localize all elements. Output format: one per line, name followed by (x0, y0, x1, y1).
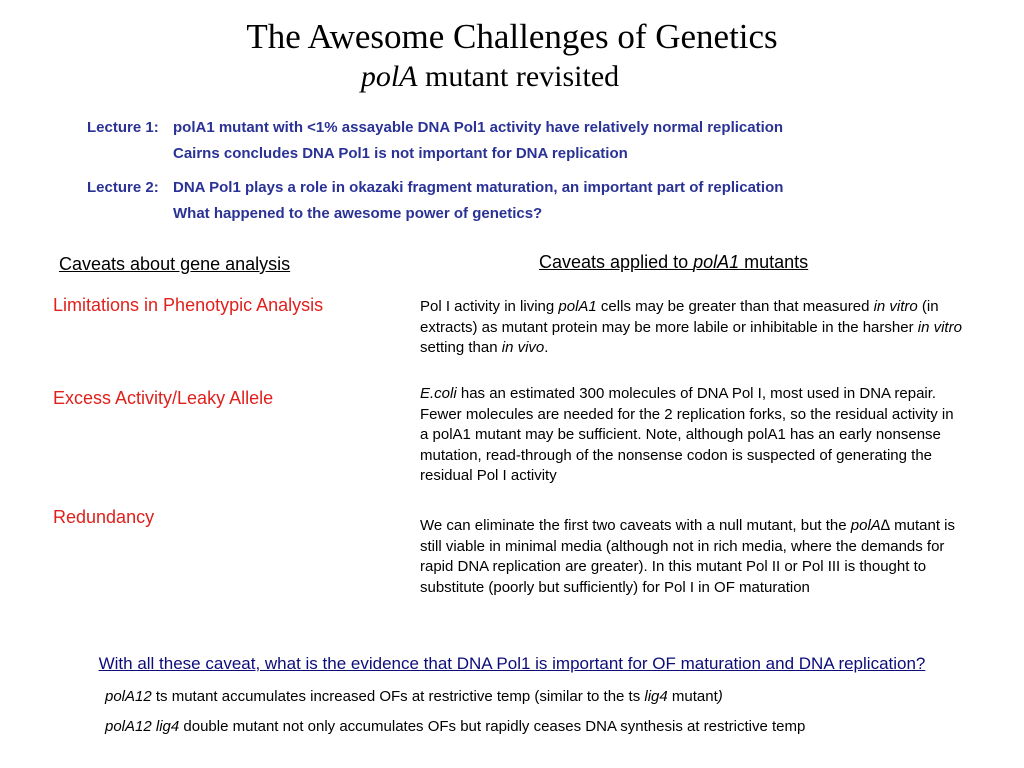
e1-lig4: lig4 (644, 688, 668, 705)
p1-text-a: Pol I activity in living (420, 298, 559, 315)
evidence-2 (105, 718, 805, 735)
right-heading-gene: polA1 (693, 252, 740, 272)
p3-text-c: mutant is still viable in minimal media (although not in rich media, where the demands for rapid DNA replication are greater). In this mutant Pol II or Pol III is thought to substitute (poorly but sufficiently) for Pol I in OF maturation (420, 517, 956, 596)
caveat-limitations: Limitations in Phenotypic Analysis (53, 295, 324, 315)
lecture-2-line1: DNA Pol1 plays a role in okazaki fragment maturation, an important part of replication (173, 179, 784, 196)
lecture-1-line2: Cairns concludes DNA Pol1 is not important for DNA replication (173, 145, 628, 162)
p1-text-e: (in extracts) as mutant protein may be more labile or inhibitable in the harsher (420, 298, 939, 336)
p1-text-g: setting than (420, 339, 502, 356)
lecture-2-label: Lecture 2: (87, 179, 159, 196)
e1-text: ts mutant accumulates increased OFs at restrictive temp (similar to the ts (151, 688, 645, 705)
p2-text: has an estimated 300 molecules of DNA Pol I, most used in DNA repair. Fewer molecules are needed for the 2 replication forks, so the residual activity in a polA1 mutant may be sufficient. Note, although polA1 has an early nonsense mutation, read-through of the nonsense codon is suspected of generating the residual Pol I activity (420, 385, 954, 484)
slide-subtitle (0, 58, 980, 96)
lecture-1-label: Lecture 1: (87, 119, 159, 136)
slide-title: The Awesome Challenges of Genetics (246, 17, 778, 56)
evidence-1 (105, 688, 723, 705)
right-heading-pre: Caveats applied to (539, 252, 694, 272)
e1-gene: polA12 (105, 688, 152, 705)
evidence-question: With all these caveat, what is the evidence that DNA Pol1 is important for OF maturation and DNA replication? (98, 654, 926, 673)
lecture-1-block (87, 115, 783, 167)
e1-mutant: mutant (667, 688, 718, 705)
paragraph-redundancy (420, 516, 965, 598)
subtitle-gene: polA (360, 60, 418, 93)
e2-genes: polA12 lig4 (105, 718, 180, 735)
lecture-1-line1: polA1 mutant with <1% assayable DNA Pol1 activity have relatively normal replication (173, 119, 784, 136)
p3-gene: polA∆ (850, 517, 890, 534)
p2-ecoli: E.coli (420, 385, 457, 402)
left-column-heading: Caveats about gene analysis (59, 254, 291, 274)
p1-in-vitro-1: in vitro (873, 298, 918, 315)
right-heading-post: mutants (739, 252, 809, 272)
paragraph-leaky-allele (420, 384, 965, 487)
caveat-excess-activity: Excess Activity/Leaky Allele (53, 388, 274, 408)
right-column-heading (539, 252, 808, 273)
caveat-redundancy: Redundancy (53, 507, 155, 527)
p1-text-c: cells may be greater than that measured (596, 298, 874, 315)
p3-text-a: We can eliminate the first two caveats with a null mutant, but the (420, 517, 851, 534)
p1-in-vitro-2: in vitro (917, 318, 962, 336)
p1-period: . (544, 339, 549, 356)
subtitle-rest: mutant revisited (417, 60, 620, 93)
e1-paren: ) (717, 688, 723, 705)
paragraph-phenotypic (420, 297, 965, 359)
p1-in-vivo: in vivo (501, 339, 545, 356)
lecture-2-block (87, 175, 783, 227)
e2-text: double mutant not only accumulates OFs but rapidly ceases DNA synthesis at restrictive temp (179, 718, 806, 735)
lecture-2-line2: What happened to the awesome power of genetics? (173, 205, 543, 222)
p1-gene: polA1 (558, 298, 597, 315)
